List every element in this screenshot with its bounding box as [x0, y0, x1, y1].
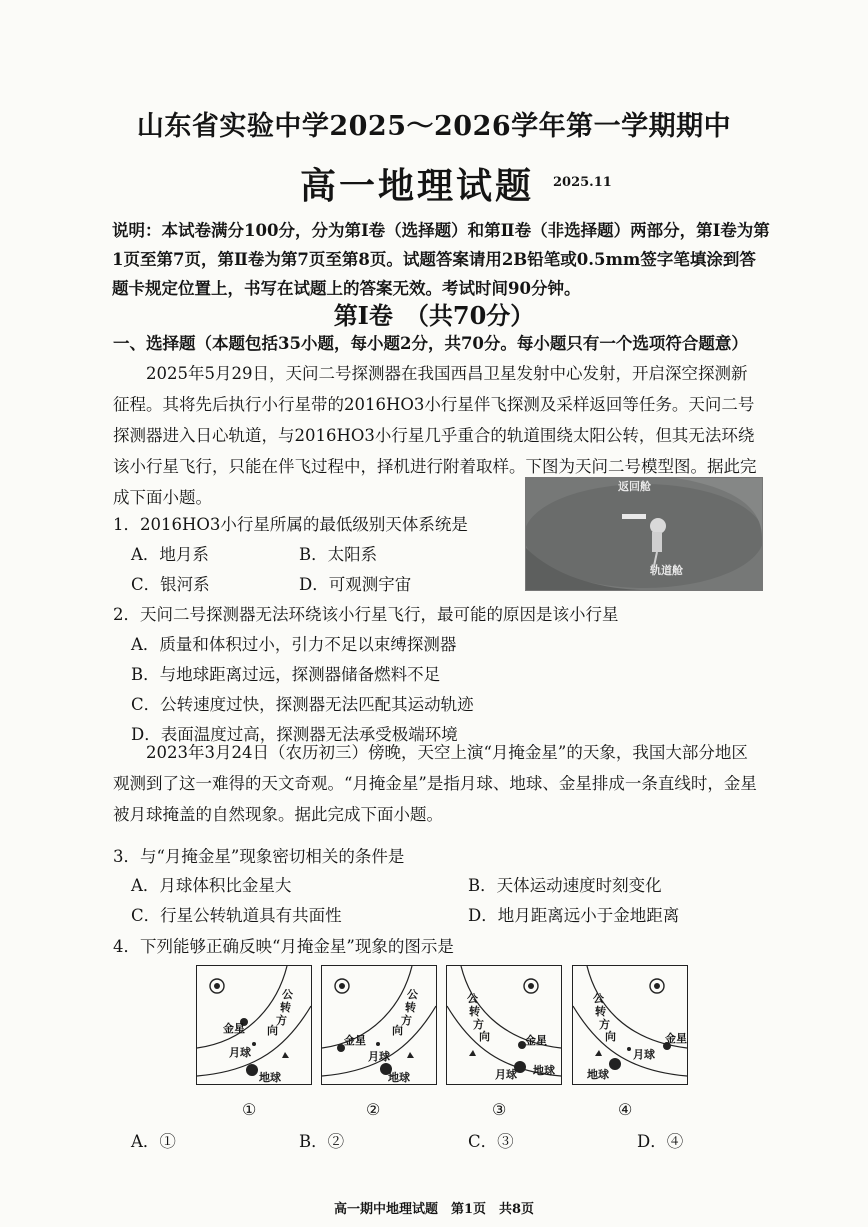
section-title: 第Ⅰ卷 （共70分） — [333, 301, 535, 330]
photo-label-bottom: 轨道舱 — [650, 564, 683, 577]
question-3-option-b[interactable]: B．天体运动速度时刻变化 — [468, 876, 662, 895]
direction-char-2: 转 — [469, 1005, 480, 1018]
direction-char-2: 转 — [280, 1001, 291, 1014]
sun-icon — [650, 979, 664, 993]
diagram-3-number: ③ — [492, 1100, 507, 1119]
direction-char-1: 公 — [467, 992, 478, 1005]
question-3-option-c[interactable]: C．行星公转轨道具有共面性 — [131, 906, 342, 925]
direction-char-2: 转 — [405, 1001, 416, 1014]
diagram-2-number: ② — [366, 1100, 381, 1119]
exam-title-line2: 高一地理试题 — [300, 165, 535, 207]
earth-label: 地球 — [587, 1068, 609, 1081]
direction-char-3: 方 — [276, 1014, 287, 1027]
sun-icon — [335, 979, 349, 993]
question-2-option-b[interactable]: B．与地球距离过远，探测器储备燃料不足 — [131, 665, 441, 684]
instructions: 说明：本试卷满分100分，分为第Ⅰ卷（选择题）和第Ⅱ卷（非选择题）两部分，第Ⅰ卷为第1页至第7页，第Ⅱ卷为第7页至第8页。试题答案请用2B铅笔或0.5mm签字笔填涂到答题卡规定位置上，书写在试题上的答案无效。考试时间90分钟。 — [112, 221, 770, 298]
question-1-option-d[interactable]: D．可观测宇宙 — [299, 575, 412, 594]
earth-label: 地球 — [388, 1071, 410, 1084]
question-4-option-c[interactable]: C．③ — [468, 1132, 514, 1151]
earth-label: 地球 — [533, 1064, 555, 1077]
diagram-4-number: ④ — [618, 1100, 633, 1119]
venus-label: 金星 — [223, 1022, 245, 1035]
direction-char-1: 公 — [593, 992, 604, 1005]
question-1-option-c[interactable]: C．银河系 — [131, 575, 210, 594]
moon-label: 月球 — [229, 1046, 251, 1059]
diagram-1 — [196, 965, 312, 1085]
exam-date: 2025.11 — [553, 175, 612, 190]
question-4-option-d[interactable]: D．④ — [637, 1132, 684, 1151]
direction-char-4: 向 — [392, 1024, 403, 1037]
probe-model-photo — [525, 477, 763, 591]
venus-label: 金星 — [665, 1032, 687, 1045]
venus-label: 金星 — [525, 1034, 547, 1047]
question-3-stem: 3．与“月掩金星”现象密切相关的条件是 — [113, 847, 405, 866]
question-4-stem: 4．下列能够正确反映“月掩金星”现象的图示是 — [113, 937, 454, 956]
question-2-option-d[interactable]: D．表面温度过高，探测器无法承受极端环境 — [131, 725, 458, 744]
diagram-4 — [572, 965, 688, 1085]
exam-title-line1: 山东省实验中学2025～2026学年第一学期期中 — [136, 111, 732, 142]
direction-char-2: 转 — [595, 1005, 606, 1018]
section-heading: 一、选择题（本题包括35小题，每小题2分，共70分。每小题只有一个选项符合题意） — [113, 334, 748, 353]
diagram-1-number: ① — [242, 1100, 257, 1119]
direction-char-4: 向 — [479, 1030, 490, 1043]
earth-label: 地球 — [259, 1071, 281, 1084]
question-3-option-d[interactable]: D．地月距离远小于金地距离 — [468, 906, 680, 925]
direction-char-1: 公 — [282, 988, 293, 1001]
question-1-option-a[interactable]: A．地月系 — [131, 545, 209, 564]
direction-char-3: 方 — [599, 1018, 610, 1031]
page-footer: 高一期中地理试题 第1页 共8页 — [333, 1202, 535, 1217]
question-4-option-a[interactable]: A．① — [131, 1132, 176, 1151]
question-2-option-a[interactable]: A．质量和体积过小，引力不足以束缚探测器 — [131, 635, 457, 654]
question-3-option-a[interactable]: A．月球体积比金星大 — [131, 876, 292, 895]
diagram-3 — [446, 965, 562, 1085]
direction-char-3: 方 — [473, 1018, 484, 1031]
diagram-2 — [321, 965, 437, 1085]
question-2-stem: 2．天问二号探测器无法环绕该小行星飞行，最可能的原因是该小行星 — [113, 605, 619, 624]
photo-label-top: 返回舱 — [618, 480, 651, 493]
question-2-option-c[interactable]: C．公转速度过快，探测器无法匹配其运动轨迹 — [131, 695, 474, 714]
direction-char-4: 向 — [605, 1030, 616, 1043]
direction-char-1: 公 — [407, 988, 418, 1001]
direction-char-4: 向 — [267, 1024, 278, 1037]
moon-label: 月球 — [368, 1050, 390, 1063]
sun-icon — [524, 979, 538, 993]
question-1-stem: 1．2016HO3小行星所属的最低级别天体系统是 — [113, 515, 468, 534]
venus-label: 金星 — [344, 1034, 366, 1047]
moon-label: 月球 — [495, 1068, 517, 1081]
sun-icon — [210, 979, 224, 993]
passage-1: 2025年5月29日，天问二号探测器在我国西昌卫星发射中心发射，开启深空探测新征程。其将先后执行小行星带的2016HO3小行星伴飞探测及采样返回等任务。天问二号探测器进入日心轨道，与2016HO3小行星几乎重合的轨道围绕太阳公转，但其无法环绕该小行星飞行，只能在伴飞过程中，择机进行附着取样。下图为天问二号模型图。据此完成下面小题。 — [113, 364, 757, 507]
passage-2: 2023年3月24日（农历初三）傍晚，天空上演“月掩金星”的天象，我国大部分地区观测到了这一难得的天文奇观。“月掩金星”是指月球、地球、金星排成一条直线时，金星被月球掩盖的自然现象。据此完成下面小题。 — [113, 743, 757, 824]
direction-char-3: 方 — [401, 1014, 412, 1027]
question-4-option-b[interactable]: B．② — [299, 1132, 345, 1151]
moon-label: 月球 — [633, 1048, 655, 1061]
question-1-option-b[interactable]: B．太阳系 — [299, 545, 378, 564]
